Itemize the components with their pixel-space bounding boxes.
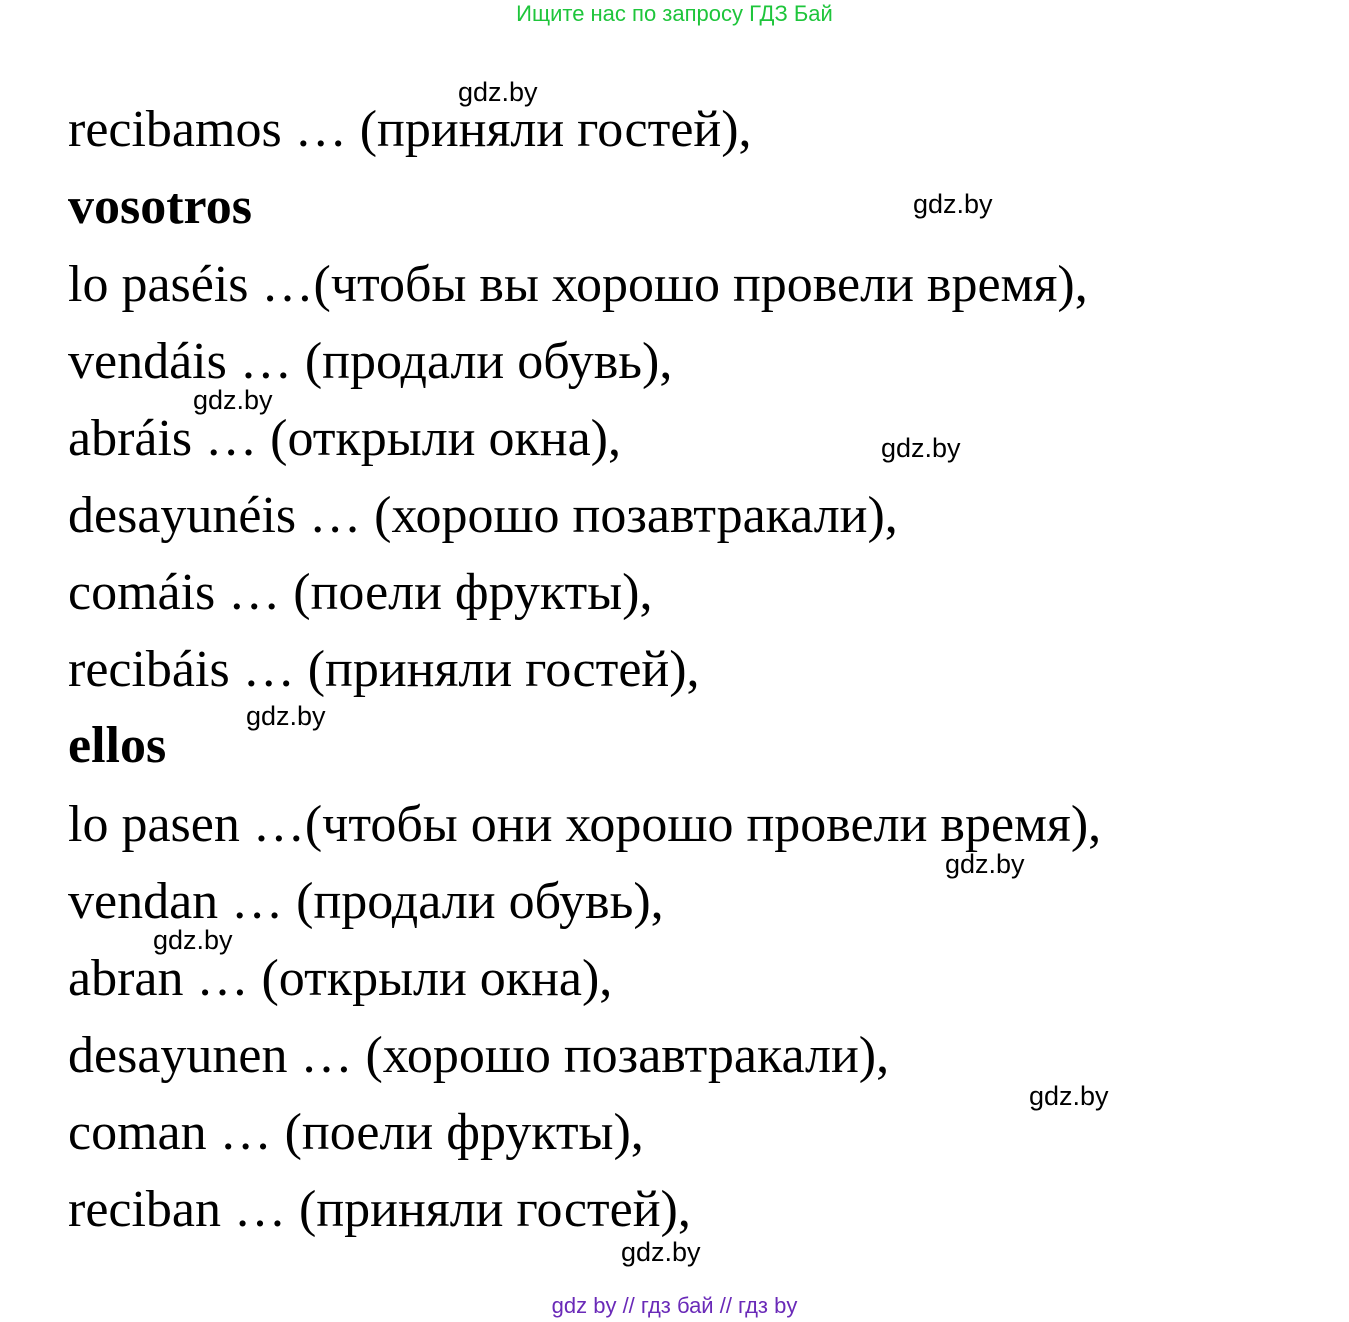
top-banner: Ищите нас по запросу ГДЗ Бай (516, 1, 833, 26)
text-line: coman … (поели фрукты), (68, 1104, 644, 1161)
watermark: gdz.by (458, 77, 538, 107)
heading-ellos: ellos (68, 717, 167, 774)
watermark: gdz.by (1029, 1081, 1109, 1111)
text-line: vendan … (продали обувь), (68, 873, 664, 930)
text-line: recibáis … (приняли гостей), (68, 641, 700, 698)
watermark: gdz.by (881, 433, 961, 463)
watermark: gdz.by (913, 189, 993, 219)
watermark: gdz.by (153, 925, 233, 955)
watermark: gdz.by (193, 385, 273, 415)
text-line: reciban … (приняли гостей), (68, 1181, 691, 1238)
text-line: abráis … (открыли окна), (68, 410, 621, 467)
text-line: desayunéis … (хорошо позавтракали), (68, 487, 898, 544)
text-line: lo pasen …(чтобы они хорошо провели время), (68, 796, 1102, 853)
watermark: gdz.by (621, 1237, 701, 1267)
watermark: gdz.by (945, 849, 1025, 879)
text-line: lo paséis …(чтобы вы хорошо провели время), (68, 256, 1088, 313)
text-line: recibamos … (приняли гостей), (68, 101, 752, 158)
text-line: desayunen … (хорошо позавтракали), (68, 1027, 890, 1084)
text-line: comáis … (поели фрукты), (68, 564, 653, 621)
text-line: abran … (открыли окна), (68, 950, 613, 1007)
footer-links: gdz by // гдз бай // гдз by (551, 1293, 798, 1318)
watermark: gdz.by (246, 701, 326, 731)
text-line: vendáis … (продали обувь), (68, 333, 673, 390)
heading-vosotros: vosotros (68, 178, 252, 235)
